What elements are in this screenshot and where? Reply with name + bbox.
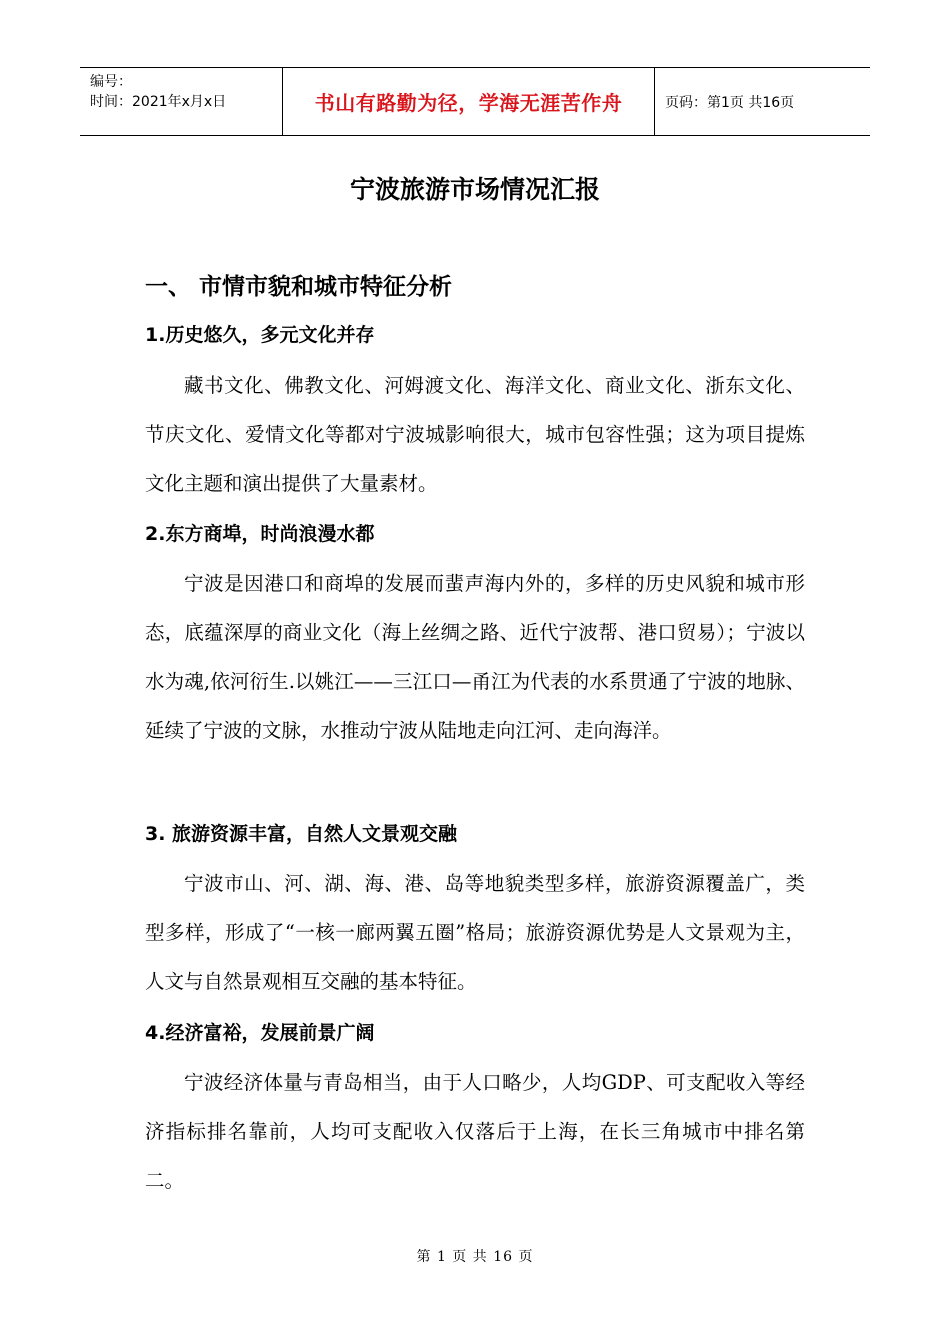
subsection-heading-1: 1.历史悠久，多元文化并存 xyxy=(145,324,375,346)
subsection-heading-4: 4.经济富裕，发展前景广阔 xyxy=(145,1022,375,1044)
paragraph-1: 藏书文化、佛教文化、河姆渡文化、海洋文化、商业文化、浙东文化、节庆文化、爱情文化等都对宁波城影响很大，城市包容性强；这为项目提炼文化主题和演出提供了大量素材。 xyxy=(145,374,805,495)
paragraph-3: 宁波市山、河、湖、海、港、岛等地貌类型多样，旅游资源覆盖广，类型多样，形成了“一核一廊两翼五圈”格局；旅游资源优势是人文景观为主，人文与自然景观相互交融的基本特征。 xyxy=(145,872,805,993)
section-heading: 一、 市情市貌和城市特征分析 xyxy=(145,274,453,300)
subsection-heading-3: 3. 旅游资源丰富，自然人文景观交融 xyxy=(145,823,458,845)
document-header xyxy=(80,67,870,136)
header-page-cell xyxy=(655,68,870,135)
page-footer: 第 1 页 共 16 页 xyxy=(416,1249,534,1265)
paragraph-4: 宁波经济体量与青岛相当，由于人口略少，人均GDP、可支配收入等经济指标排名靠前，人均可支配收入仅落后于上海，在长三角城市中排名第二。 xyxy=(145,1071,805,1192)
header-meta-cell xyxy=(80,68,282,135)
subsection-heading-2: 2.东方商埠，时尚浪漫水都 xyxy=(145,523,375,545)
document-title: 宁波旅游市场情况汇报 xyxy=(349,175,600,204)
document-date: 时间：2021年x月x日 xyxy=(90,94,227,110)
header-motto: 书山有路勤为径，学海无涯苦作舟 xyxy=(314,91,623,115)
header-page-info: 页码：第1页 共16页 xyxy=(665,94,795,111)
document-number-label: 编号： xyxy=(90,74,132,90)
paragraph-2: 宁波是因港口和商埠的发展而蜚声海内外的，多样的历史风貌和城市形态，底蕴深厚的商业文化（海上丝绸之路、近代宁波帮、港口贸易）；宁波以水为魂,依河衍生.以姚江——三江口—甬江为代表的水系贯通了宁波的地脉、延续了宁波的文脉，水推动宁波从陆地走向江河、走向海洋。 xyxy=(145,572,805,742)
header-motto-cell xyxy=(282,68,655,135)
